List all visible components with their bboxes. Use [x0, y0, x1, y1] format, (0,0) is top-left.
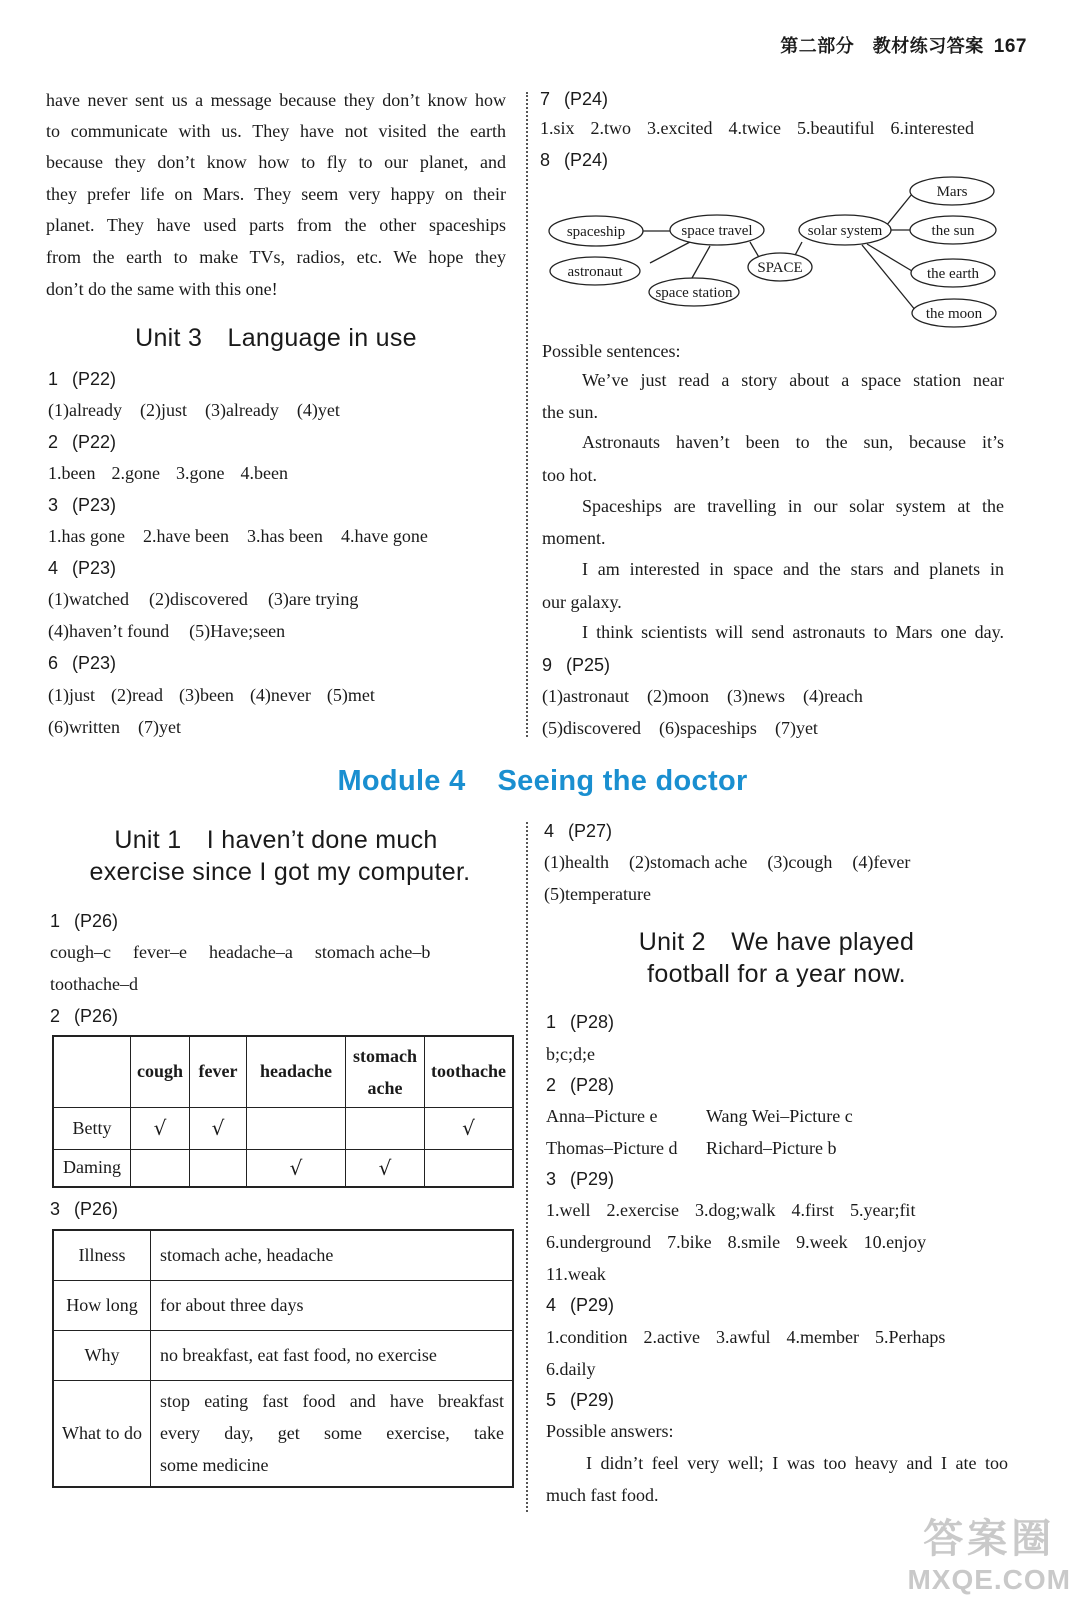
node-solar-system: solar system	[807, 223, 883, 239]
exercise-label	[48, 495, 116, 516]
answer-item: (4)yet	[296, 400, 340, 420]
answer-row	[48, 526, 428, 547]
answer-item: 6.underground	[546, 1232, 652, 1252]
row-name-betty: Betty	[53, 1107, 131, 1149]
answer-item: (6)written	[48, 717, 120, 737]
answer-item: Thomas–Picture d	[546, 1138, 678, 1158]
answer-item: 6.interested	[890, 118, 974, 138]
answer-item: (4)reach	[802, 686, 863, 706]
exercise-number: 6	[48, 653, 59, 673]
exercise-page: (P26)	[74, 911, 119, 931]
answer-row	[48, 717, 181, 738]
column-divider-top	[526, 92, 528, 737]
sentence-line: moment.	[542, 528, 606, 548]
table-row	[53, 1107, 513, 1149]
node-the-sun: the sun	[931, 223, 975, 239]
exercise-label	[48, 432, 116, 453]
answer-row: b;c;d;e	[546, 1044, 595, 1064]
exercise-label	[546, 1075, 614, 1096]
answer-row	[546, 1106, 853, 1127]
exercise-label	[50, 1199, 118, 1220]
answer-row	[546, 1359, 596, 1380]
answer-item: (3)cough	[767, 852, 833, 872]
table-row	[53, 1380, 513, 1487]
exercise-page: (P29)	[570, 1390, 615, 1410]
answer-item: fever–e	[132, 942, 187, 962]
exercise-page: (P24)	[564, 89, 609, 109]
answer-row	[546, 1327, 945, 1348]
table-header-row	[53, 1036, 513, 1107]
exercise-number: 1	[546, 1012, 557, 1032]
possible-answers-label: Possible answers:	[546, 1421, 674, 1441]
exercise-number: 2	[546, 1075, 557, 1095]
exercise-page: (P28)	[570, 1075, 615, 1095]
answer-item: (5)Have;seen	[189, 621, 286, 641]
value-line: every day, get some exercise, take	[160, 1423, 504, 1444]
module-label: Module 4	[337, 765, 466, 797]
node-mars: Mars	[936, 184, 968, 200]
exercise-page: (P24)	[564, 150, 609, 170]
paragraph-line: have never sent us a message because they don’t know how	[46, 90, 506, 110]
answer-item: 1.has gone	[48, 526, 125, 546]
exercise-page: (P27)	[568, 821, 613, 841]
row-value	[151, 1380, 514, 1487]
symptom-table	[52, 1035, 514, 1188]
table-corner-cell	[53, 1036, 131, 1107]
cell-check: √	[190, 1107, 247, 1149]
answer-item: (1)watched	[48, 589, 129, 609]
exercise-label	[48, 369, 116, 390]
answer-item: 5.year;fit	[849, 1200, 916, 1220]
answer-item: 3.has been	[246, 526, 323, 546]
answer-item: 7.bike	[667, 1232, 712, 1252]
page-number: 167	[993, 36, 1027, 57]
exercise-page: (P26)	[74, 1006, 119, 1026]
exercise-label	[50, 911, 118, 932]
exercise-number: 1	[48, 369, 59, 389]
illness-table	[52, 1229, 514, 1488]
answer-item: 3.gone	[175, 463, 225, 483]
answer-item: (1)already	[48, 400, 122, 420]
answer-item: 9.week	[796, 1232, 848, 1252]
node-the-earth: the earth	[926, 266, 980, 282]
cell-check: √	[131, 1107, 190, 1149]
cell-check	[346, 1107, 425, 1149]
exercise-label	[48, 653, 116, 674]
exercise-label	[546, 1390, 614, 1411]
answer-item: 3.awful	[715, 1327, 771, 1347]
answer-item: (6)spaceships	[658, 718, 757, 738]
answer-item: 3.dog;walk	[694, 1200, 776, 1220]
answer-row	[48, 463, 288, 484]
paragraph-line: to communicate with us. They have not visited the earth	[46, 121, 506, 141]
unit2-title-line2: football for a year now.	[647, 960, 906, 988]
answer-item: 1.six	[540, 118, 575, 138]
cell-check	[425, 1149, 514, 1187]
cell-check: √	[247, 1149, 346, 1187]
answer-item: 4.have gone	[340, 526, 428, 546]
exercise-number: 4	[544, 821, 555, 841]
cell-check: √	[346, 1149, 425, 1187]
watermark-logo	[907, 1507, 1071, 1596]
answer-item: (4)haven’t found	[48, 621, 170, 641]
section-title: 第二部分 教材练习答案	[780, 36, 984, 57]
answer-row	[546, 1232, 926, 1253]
page-header	[780, 32, 1027, 58]
exercise-number: 7	[540, 89, 551, 109]
exercise-page: (P25)	[566, 655, 611, 675]
answer-row	[48, 621, 285, 642]
exercise-label	[544, 821, 612, 842]
answer-item: 4.first	[791, 1200, 834, 1220]
row-value: stomach ache, headache	[151, 1230, 514, 1280]
paragraph-line: from the earth to make TVs, radios, etc. We hope they	[46, 247, 506, 267]
header-headache: headache	[247, 1036, 346, 1107]
row-key-illness: Illness	[53, 1230, 151, 1280]
exercise-number: 4	[48, 558, 59, 578]
answer-item: (2)just	[139, 400, 187, 420]
module-name: Seeing the doctor	[497, 765, 748, 797]
answer-item: (3)been	[178, 685, 234, 705]
row-key-how-long: How long	[53, 1280, 151, 1330]
exercise-number: 5	[546, 1390, 557, 1410]
answer-item: 8.smile	[727, 1232, 781, 1252]
answer-item: (1)astronaut	[542, 686, 629, 706]
table-row	[53, 1149, 513, 1187]
answer-item: (4)fever	[852, 852, 911, 872]
cell-check	[190, 1149, 247, 1187]
header-stomach-ache: stomach ache	[346, 1036, 425, 1107]
node-astronaut: astronaut	[567, 264, 623, 280]
exercise-number: 4	[546, 1295, 557, 1315]
answer-row	[540, 118, 974, 139]
answer-item: (3)news	[726, 686, 785, 706]
table-row	[53, 1230, 513, 1280]
answer-item: (1)just	[48, 685, 95, 705]
exercise-page: (P23)	[72, 558, 117, 578]
exercise-page: (P26)	[74, 1199, 119, 1219]
answer-row	[48, 589, 358, 610]
answer-row	[50, 974, 138, 995]
answer-row	[546, 1138, 836, 1159]
value-line: some medicine	[160, 1455, 269, 1476]
answer-item: stomach ache–b	[314, 942, 431, 962]
answer-item: (4)never	[249, 685, 311, 705]
exercise-label	[546, 1169, 614, 1190]
answer-item: 2.exercise	[606, 1200, 679, 1220]
exercise-page: (P29)	[570, 1169, 615, 1189]
answer-item: (5)met	[326, 685, 375, 705]
answer-item: (2)stomach ache	[628, 852, 748, 872]
answer-item: 5.beautiful	[796, 118, 875, 138]
exercise-label	[48, 558, 116, 579]
answer-line: much fast food.	[546, 1485, 659, 1505]
answer-item: 2.gone	[111, 463, 160, 483]
mind-map-nodes	[549, 177, 996, 327]
exercise-number: 3	[50, 1199, 61, 1219]
cell-check: √	[425, 1107, 514, 1149]
answer-item: cough–c	[50, 942, 111, 962]
paragraph-line: they prefer life on Mars. They seem very happy on their	[46, 184, 506, 204]
exercise-label	[546, 1295, 614, 1316]
row-key-what-to-do: What to do	[53, 1380, 151, 1487]
answer-item: (3)already	[204, 400, 279, 420]
answer-item: 10.enjoy	[863, 1232, 927, 1252]
watermark-line2: MXQE.COM	[907, 1564, 1071, 1595]
answer-item: 6.daily	[546, 1359, 596, 1379]
exercise-page: (P22)	[72, 432, 117, 452]
answer-item: (5)temperature	[544, 884, 651, 904]
row-value: no breakfast, eat fast food, no exercise	[151, 1330, 514, 1380]
row-name-daming: Daming	[53, 1149, 131, 1187]
answer-row	[542, 718, 818, 739]
exercise-label	[50, 1006, 118, 1027]
exercise-number: 2	[50, 1006, 61, 1026]
answer-row	[50, 942, 430, 963]
unit2-title-line1: Unit 2 We have played	[638, 928, 915, 956]
answer-item: (2)discovered	[148, 589, 248, 609]
sentence-line: Astronauts haven’t been to the sun, because it’s	[582, 432, 1004, 452]
node-the-moon: the moon	[925, 306, 983, 322]
exercise-number: 3	[48, 495, 59, 515]
sentence-line: too hot.	[542, 465, 598, 485]
answer-row	[48, 685, 375, 706]
answer-item: 1.been	[48, 463, 96, 483]
answer-line: I didn’t feel very well; I was too heavy and I ate too	[586, 1453, 1008, 1473]
paragraph-line: planet. They have used parts from the other spaceships	[46, 215, 506, 235]
answer-item: 3.excited	[647, 118, 713, 138]
answer-item: Wang Wei–Picture c	[706, 1106, 853, 1126]
node-space-station: space station	[655, 285, 733, 301]
paragraph-line: because they don’t know how to fly to our planet, and	[46, 152, 506, 172]
answer-item: 4.twice	[728, 118, 781, 138]
exercise-label	[540, 89, 608, 110]
answer-item: (3)are trying	[267, 589, 359, 609]
answer-item: 2.two	[590, 118, 632, 138]
answer-item: 1.condition	[546, 1327, 628, 1347]
answer-item: 4.member	[786, 1327, 859, 1347]
exercise-page: (P29)	[570, 1295, 615, 1315]
answer-item: Richard–Picture b	[706, 1138, 837, 1158]
node-space-travel: space travel	[681, 223, 753, 239]
possible-sentences-label: Possible sentences:	[542, 341, 681, 361]
node-space: SPACE	[757, 260, 803, 276]
header-fever: fever	[190, 1036, 247, 1107]
answer-item: 11.weak	[546, 1264, 606, 1284]
exercise-page: (P23)	[72, 653, 117, 673]
row-key-why: Why	[53, 1330, 151, 1380]
table-row	[53, 1330, 513, 1380]
unit3-title: Unit 3 Language in use	[135, 324, 417, 352]
exercise-number: 9	[542, 655, 553, 675]
table-row	[53, 1280, 513, 1330]
answer-item: toothache–d	[50, 974, 138, 994]
answer-item: 2.active	[643, 1327, 700, 1347]
answer-row	[546, 1200, 915, 1221]
paragraph-line: don’t do the same with this one!	[46, 279, 278, 299]
cell-check	[131, 1149, 190, 1187]
exercise-number: 2	[48, 432, 59, 452]
unit1-title-line1: Unit 1 I haven’t done much	[114, 826, 438, 854]
sentence-line: We’ve just read a story about a space station near	[582, 370, 1004, 390]
sentence-line: I am interested in space and the stars and planets in	[582, 559, 1004, 579]
answer-item: (2)read	[111, 685, 163, 705]
value-line: stop eating fast food and have breakfast	[160, 1391, 504, 1412]
watermark-line1: 答案圈	[923, 1516, 1056, 1562]
sentence-line: the sun.	[542, 402, 598, 422]
answer-row	[542, 686, 863, 707]
module-title	[0, 765, 1085, 798]
exercise-label	[546, 1012, 614, 1033]
unit1-title-line2: exercise since I got my computer.	[89, 858, 471, 886]
answer-item: headache–a	[208, 942, 293, 962]
exercise-number: 3	[546, 1169, 557, 1189]
answer-item: (2)moon	[646, 686, 709, 706]
answer-item: 2.have been	[142, 526, 229, 546]
answer-item: (7)yet	[774, 718, 818, 738]
answer-item: Anna–Picture e	[546, 1106, 658, 1126]
space-mind-map	[540, 170, 1010, 335]
answer-item: 1.well	[546, 1200, 591, 1220]
header-toothache: toothache	[425, 1036, 514, 1107]
answer-item: (5)discovered	[542, 718, 641, 738]
answer-row	[544, 884, 651, 905]
answer-item: (1)health	[544, 852, 609, 872]
exercise-page: (P28)	[570, 1012, 615, 1032]
cell-check	[247, 1107, 346, 1149]
answer-row	[48, 400, 340, 421]
answer-item: 4.been	[240, 463, 288, 483]
sentence-line: I think scientists will send astronauts to Mars one day.	[582, 622, 1004, 642]
exercise-page: (P22)	[72, 369, 117, 389]
answer-item: (7)yet	[137, 717, 181, 737]
answer-row	[546, 1264, 606, 1285]
answer-item: 5.Perhaps	[874, 1327, 946, 1347]
header-cough: cough	[131, 1036, 190, 1107]
sentence-line: Spaceships are travelling in our solar system at the	[582, 496, 1004, 516]
answer-row	[544, 852, 910, 873]
exercise-label	[542, 655, 610, 676]
column-divider-bottom	[526, 822, 528, 1512]
row-value: for about three days	[151, 1280, 514, 1330]
exercise-number: 1	[50, 911, 61, 931]
exercise-number: 8	[540, 150, 551, 170]
node-spaceship: spaceship	[566, 224, 626, 240]
exercise-page: (P23)	[72, 495, 117, 515]
sentence-line: our galaxy.	[542, 592, 622, 612]
exercise-label	[540, 150, 608, 171]
